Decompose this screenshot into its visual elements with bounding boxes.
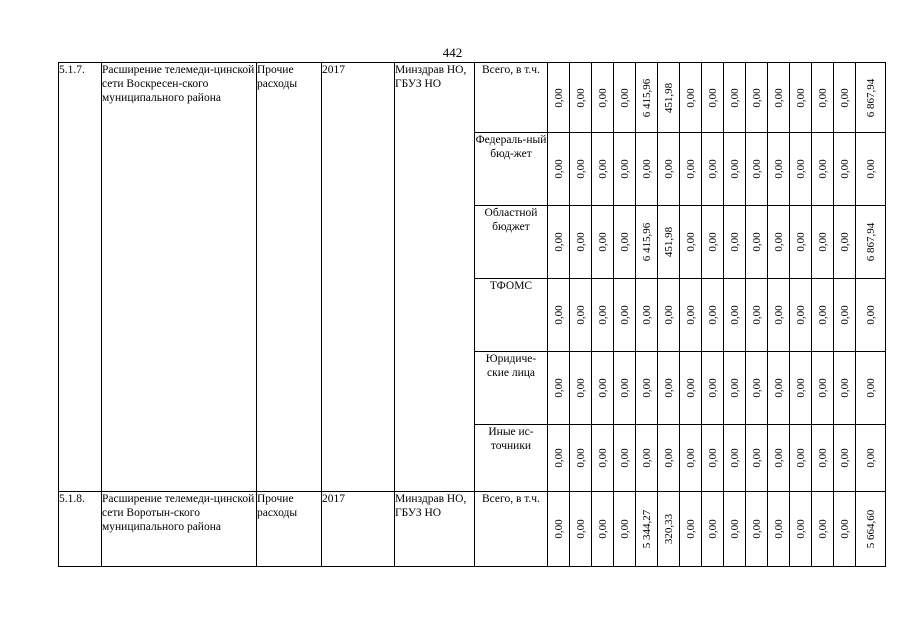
value-cell [658, 63, 680, 133]
value-text: 5 344,27 [640, 509, 653, 549]
value-text: 0,00 [750, 159, 763, 179]
value-cell [812, 352, 834, 425]
row-year: 2017 [322, 492, 395, 567]
value-cell [702, 63, 724, 133]
value-text: 0,00 [838, 305, 851, 325]
value-cell [592, 63, 614, 133]
value-cell [570, 352, 592, 425]
source-label: Всего, в т.ч. [475, 492, 548, 567]
value-cell [658, 279, 680, 352]
value-text: 0,00 [596, 232, 609, 252]
value-text: 6 867,94 [864, 78, 877, 117]
value-cell [790, 63, 812, 133]
value-text: 320,33 [662, 513, 675, 545]
value-cell [548, 63, 570, 133]
value-cell [834, 133, 856, 206]
row-year: 2017 [322, 63, 395, 492]
value-cell [834, 63, 856, 133]
value-cell [812, 206, 834, 279]
source-label: Областной бюджет [475, 206, 548, 279]
value-cell [724, 63, 746, 133]
value-text: 0,00 [574, 305, 587, 325]
value-cell [658, 425, 680, 492]
value-text: 451,98 [662, 82, 675, 113]
value-cell [680, 63, 702, 133]
value-text: 0,00 [662, 378, 675, 398]
value-text: 0,00 [552, 519, 565, 539]
value-text: 0,00 [772, 305, 785, 325]
value-cell [724, 279, 746, 352]
value-cell [724, 133, 746, 206]
value-text: 0,00 [728, 378, 741, 398]
value-cell [702, 352, 724, 425]
row-code: 5.1.7. [59, 63, 102, 492]
value-cell [548, 279, 570, 352]
source-label: Юридиче-ские лица [475, 352, 548, 425]
value-cell [614, 133, 636, 206]
value-text: 0,00 [794, 159, 807, 179]
value-cell [768, 63, 790, 133]
value-text: 0,00 [640, 159, 653, 179]
value-cell [548, 133, 570, 206]
value-text: 0,00 [728, 159, 741, 179]
source-label: Иные ис-точники [475, 425, 548, 492]
value-text: 0,00 [794, 378, 807, 398]
value-text: 0,00 [794, 305, 807, 325]
value-cell [592, 352, 614, 425]
value-text: 0,00 [816, 448, 829, 468]
row-executor: Минздрав НО, ГБУЗ НО [395, 492, 475, 567]
value-text: 0,00 [552, 378, 565, 398]
value-cell [746, 206, 768, 279]
value-cell [548, 492, 570, 567]
value-text: 0,00 [728, 519, 741, 539]
value-cell [614, 425, 636, 492]
source-label: ТФОМС [475, 279, 548, 352]
value-cell [812, 133, 834, 206]
value-text: 0,00 [574, 378, 587, 398]
value-text: 0,00 [596, 87, 609, 108]
value-cell [856, 279, 886, 352]
value-cell [768, 352, 790, 425]
value-cell [702, 133, 724, 206]
value-text: 0,00 [640, 305, 653, 325]
value-text: 0,00 [864, 378, 877, 398]
value-text: 0,00 [574, 87, 587, 108]
value-text: 6 867,94 [864, 222, 877, 262]
value-text: 0,00 [728, 232, 741, 252]
value-text: 0,00 [574, 519, 587, 539]
value-cell [658, 492, 680, 567]
value-text: 451,98 [662, 226, 675, 258]
value-text: 0,00 [574, 159, 587, 179]
value-cell [570, 63, 592, 133]
value-text: 0,00 [684, 378, 697, 398]
value-cell [856, 63, 886, 133]
value-text: 0,00 [772, 519, 785, 539]
value-text: 0,00 [706, 519, 719, 539]
value-cell [570, 279, 592, 352]
source-label: Федераль-ный бюд-жет [475, 133, 548, 206]
value-text: 0,00 [772, 232, 785, 252]
value-text: 0,00 [750, 448, 763, 468]
value-text: 0,00 [838, 378, 851, 398]
value-text: 0,00 [574, 232, 587, 252]
value-text: 0,00 [552, 305, 565, 325]
row-code: 5.1.8. [59, 492, 102, 567]
value-text: 0,00 [596, 159, 609, 179]
value-cell [614, 279, 636, 352]
value-cell [658, 206, 680, 279]
value-text: 0,00 [552, 448, 565, 468]
value-text: 0,00 [596, 378, 609, 398]
value-text: 0,00 [816, 159, 829, 179]
value-text: 0,00 [838, 448, 851, 468]
value-cell [614, 492, 636, 567]
value-cell [746, 425, 768, 492]
value-cell [746, 352, 768, 425]
value-cell [636, 206, 658, 279]
value-text: 0,00 [684, 448, 697, 468]
value-text: 0,00 [706, 305, 719, 325]
value-cell [614, 63, 636, 133]
value-cell [592, 425, 614, 492]
value-cell [834, 492, 856, 567]
source-label: Всего, в т.ч. [475, 63, 548, 133]
value-text: 0,00 [574, 448, 587, 468]
value-text: 0,00 [750, 232, 763, 252]
value-text: 5 664,60 [864, 509, 877, 549]
value-cell [856, 492, 886, 567]
value-text: 0,00 [772, 159, 785, 179]
value-text: 0,00 [706, 448, 719, 468]
value-cell [768, 425, 790, 492]
value-cell [548, 425, 570, 492]
value-text: 6 415,96 [640, 78, 653, 117]
value-text: 0,00 [794, 232, 807, 252]
value-cell [724, 492, 746, 567]
value-text: 0,00 [552, 87, 565, 108]
value-text: 0,00 [596, 519, 609, 539]
value-cell [592, 133, 614, 206]
value-text: 0,00 [816, 87, 829, 108]
value-cell [636, 492, 658, 567]
value-text: 0,00 [816, 305, 829, 325]
value-cell [702, 279, 724, 352]
value-cell [812, 279, 834, 352]
value-text: 0,00 [706, 87, 719, 108]
value-text: 0,00 [816, 232, 829, 252]
value-cell [702, 206, 724, 279]
value-text: 0,00 [618, 87, 631, 108]
value-cell [570, 425, 592, 492]
page-number: 442 [442, 45, 463, 60]
value-cell [592, 492, 614, 567]
value-cell [658, 352, 680, 425]
value-cell [614, 206, 636, 279]
value-text: 0,00 [772, 448, 785, 468]
value-text: 0,00 [864, 159, 877, 179]
value-cell [702, 425, 724, 492]
value-cell [680, 279, 702, 352]
value-cell [856, 352, 886, 425]
row-name: Расширение телемеди-цинской сети Воскресен-ского муниципального района [102, 63, 257, 492]
value-text: 0,00 [684, 232, 697, 252]
value-cell [834, 425, 856, 492]
value-text: 0,00 [618, 305, 631, 325]
value-text: 0,00 [552, 159, 565, 179]
table-row [59, 492, 886, 567]
value-text: 0,00 [618, 378, 631, 398]
value-text: 0,00 [864, 305, 877, 325]
budget-table [58, 62, 886, 567]
value-cell [592, 279, 614, 352]
value-cell [834, 352, 856, 425]
value-cell [812, 492, 834, 567]
value-cell [790, 279, 812, 352]
value-cell [790, 352, 812, 425]
value-cell [812, 425, 834, 492]
value-text: 0,00 [640, 378, 653, 398]
value-cell [680, 492, 702, 567]
value-text: 0,00 [684, 519, 697, 539]
value-text: 0,00 [618, 448, 631, 468]
value-cell [746, 492, 768, 567]
value-cell [680, 133, 702, 206]
row-expense-type: Прочие расходы [257, 63, 322, 492]
value-text: 0,00 [684, 87, 697, 108]
value-cell [548, 206, 570, 279]
value-text: 0,00 [838, 232, 851, 252]
value-text: 0,00 [794, 519, 807, 539]
value-cell [724, 206, 746, 279]
value-cell [768, 279, 790, 352]
value-cell [768, 206, 790, 279]
value-text: 0,00 [706, 232, 719, 252]
value-cell [636, 425, 658, 492]
value-text: 0,00 [706, 378, 719, 398]
value-text: 0,00 [816, 519, 829, 539]
value-text: 0,00 [662, 305, 675, 325]
value-cell [768, 492, 790, 567]
value-text: 0,00 [838, 87, 851, 108]
row-expense-type: Прочие расходы [257, 492, 322, 567]
value-text: 0,00 [684, 159, 697, 179]
value-cell [658, 133, 680, 206]
value-text: 0,00 [816, 378, 829, 398]
value-cell [570, 492, 592, 567]
value-text: 0,00 [684, 305, 697, 325]
value-cell [592, 206, 614, 279]
value-text: 0,00 [706, 159, 719, 179]
value-text: 0,00 [750, 519, 763, 539]
value-cell [570, 206, 592, 279]
value-text: 0,00 [662, 448, 675, 468]
value-cell [636, 133, 658, 206]
value-text: 0,00 [640, 448, 653, 468]
value-cell [636, 63, 658, 133]
value-text: 0,00 [750, 378, 763, 398]
value-text: 0,00 [838, 159, 851, 179]
value-cell [790, 133, 812, 206]
value-text: 0,00 [596, 448, 609, 468]
value-cell [790, 425, 812, 492]
value-text: 0,00 [662, 159, 675, 179]
table-row [59, 63, 886, 133]
value-cell [790, 492, 812, 567]
value-cell [834, 279, 856, 352]
value-cell [746, 133, 768, 206]
value-cell [680, 352, 702, 425]
value-text: 0,00 [728, 87, 741, 108]
value-text: 0,00 [864, 448, 877, 468]
value-text: 6 415,96 [640, 222, 653, 262]
value-cell [746, 63, 768, 133]
value-cell [856, 425, 886, 492]
value-text: 0,00 [772, 87, 785, 108]
value-text: 0,00 [618, 159, 631, 179]
value-cell [614, 352, 636, 425]
value-cell [724, 425, 746, 492]
value-cell [856, 133, 886, 206]
value-text: 0,00 [838, 519, 851, 539]
value-text: 0,00 [728, 305, 741, 325]
value-text: 0,00 [750, 87, 763, 108]
value-cell [856, 206, 886, 279]
value-cell [746, 279, 768, 352]
value-cell [570, 133, 592, 206]
value-text: 0,00 [794, 87, 807, 108]
value-cell [680, 206, 702, 279]
value-cell [636, 279, 658, 352]
value-cell [768, 133, 790, 206]
value-cell [680, 425, 702, 492]
value-cell [724, 352, 746, 425]
value-cell [812, 63, 834, 133]
value-cell [548, 352, 570, 425]
row-name: Расширение телемеди-цинской сети Воротын-ского муниципального района [102, 492, 257, 567]
value-text: 0,00 [794, 448, 807, 468]
value-text: 0,00 [618, 232, 631, 252]
value-cell [834, 206, 856, 279]
row-executor: Минздрав НО, ГБУЗ НО [395, 63, 475, 492]
value-cell [702, 492, 724, 567]
value-cell [636, 352, 658, 425]
value-text: 0,00 [728, 448, 741, 468]
value-text: 0,00 [552, 232, 565, 252]
value-text: 0,00 [618, 519, 631, 539]
value-text: 0,00 [596, 305, 609, 325]
value-text: 0,00 [772, 378, 785, 398]
value-cell [790, 206, 812, 279]
value-text: 0,00 [750, 305, 763, 325]
